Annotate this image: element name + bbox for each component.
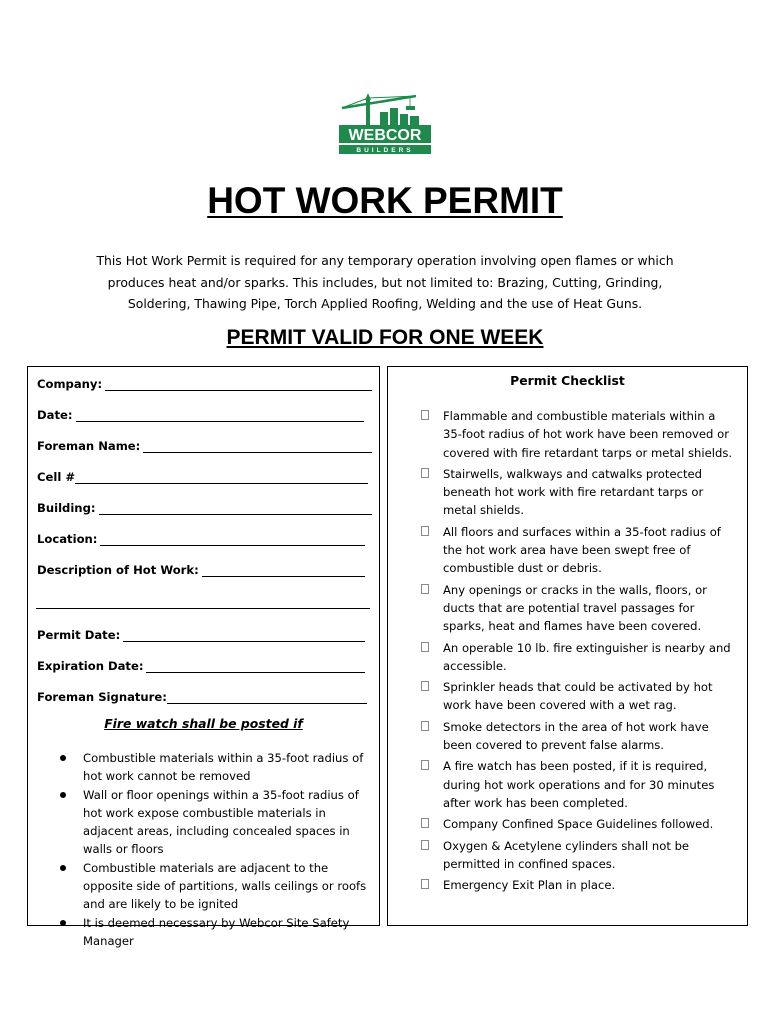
fire-watch-list	[28, 749, 379, 950]
list-item	[28, 786, 379, 859]
location-label: Location:	[37, 532, 98, 546]
intro-text: This Hot Work Permit is required for any temporary operation involving open flames or which produces heat and/or sparks. This includes, but not limited to: Brazing, Cutting, Grinding, Soldering, Thawing Pipe, Torch Applied Roofing, Welding and the use of Heat Guns.	[96, 253, 674, 311]
date-field[interactable]	[37, 404, 364, 422]
description-field[interactable]	[37, 559, 365, 577]
checkbox-icon[interactable]	[421, 721, 429, 731]
checklist-item-text: Company Confined Space Guidelines followed.	[443, 817, 714, 832]
bullet-icon	[60, 755, 66, 761]
list-item	[28, 914, 379, 951]
fire-watch-item: Combustible materials within a 35-foot radius of hot work cannot be removed	[83, 751, 364, 784]
foreman-signature-field[interactable]	[37, 686, 367, 704]
expiration-date-field[interactable]	[37, 655, 365, 673]
checklist-item	[388, 718, 747, 755]
checklist-item-text: Any openings or cracks in the walls, floors, or ducts that are potential travel passages for sparks, heat and flames have been covered.	[443, 582, 707, 634]
checklist-item-text: Smoke detectors in the area of hot work have been covered to prevent false alarms.	[443, 719, 709, 753]
permit-date-field[interactable]	[37, 624, 365, 642]
company-input-line[interactable]	[105, 379, 372, 391]
checklist-item	[388, 815, 747, 833]
expiration-date-label: Expiration Date:	[37, 659, 144, 673]
checklist-item-text: Emergency Exit Plan in place.	[443, 878, 616, 893]
permit-date-input-line[interactable]	[123, 630, 365, 642]
checklist-list	[388, 407, 747, 897]
checklist-item	[388, 876, 747, 894]
foreman-signature-input-line[interactable]	[167, 692, 367, 704]
logo-subtext: BUILDERS	[356, 147, 414, 154]
cell-input-line[interactable]	[75, 472, 368, 484]
expiration-date-input-line[interactable]	[146, 661, 365, 673]
bullet-icon	[60, 865, 66, 871]
foreman-name-label: Foreman Name:	[37, 439, 141, 453]
date-input-line[interactable]	[76, 410, 365, 422]
checkbox-icon[interactable]	[421, 584, 429, 594]
checkbox-icon[interactable]	[421, 818, 429, 828]
bullet-icon	[60, 920, 66, 926]
location-input-line[interactable]	[100, 534, 365, 546]
company-field[interactable]	[37, 373, 372, 391]
fire-watch-heading: Fire watch shall be posted if	[104, 716, 303, 731]
checklist-title: Permit Checklist	[510, 373, 625, 388]
checklist-item-text: Oxygen & Acetylene cylinders shall not be permitted in confined spaces.	[443, 838, 690, 871]
checklist-item-text: Stairwells, walkways and catwalks protected beneath hot work with fire retardant tarps or metal shields.	[443, 466, 704, 518]
checkbox-icon[interactable]	[421, 840, 429, 850]
checklist-item	[388, 407, 747, 462]
checkbox-icon[interactable]	[421, 642, 429, 652]
page-title: HOT WORK PERMIT	[207, 180, 563, 221]
cell-label: Cell #	[37, 470, 76, 484]
checklist-item-text: Flammable and combustible materials within a 35-foot radius of hot work have been removed or covered with fire retardant tarps or metal shields.	[443, 409, 733, 460]
cell-field[interactable]	[37, 466, 368, 484]
checklist-item	[388, 639, 747, 676]
checklist-item-text: An operable 10 lb. fire extinguisher is nearby and accessible.	[443, 640, 731, 673]
permit-details-box	[27, 366, 380, 948]
description-input-line[interactable]	[202, 565, 365, 577]
checklist-item-text: A fire watch has been posted, if it is required, during hot work operations and for 30 minutes after work has been completed.	[443, 759, 715, 810]
checklist-item	[388, 465, 747, 520]
checklist-item	[388, 837, 747, 874]
building-label: Building:	[37, 501, 96, 515]
permit-date-label: Permit Date:	[37, 628, 121, 642]
checkbox-icon[interactable]	[421, 468, 429, 478]
list-item	[28, 749, 379, 786]
checklist-item-text: All floors and surfaces within a 35-foot radius of the hot work area have been swept free of combustible dust or debris.	[443, 524, 721, 576]
checkbox-icon[interactable]	[421, 760, 429, 770]
checklist-item-text: Sprinkler heads that could be activated by hot work have been covered with a wet rag.	[443, 680, 713, 713]
fire-watch-item: Wall or floor openings within a 35-foot radius of hot work expose combustible materials in adjacent areas, including concealed spaces in walls or floors	[83, 787, 359, 857]
validity-heading: PERMIT VALID FOR ONE WEEK	[226, 326, 544, 349]
foreman-signature-label: Foreman Signature:	[37, 690, 167, 704]
description-label: Description of Hot Work:	[37, 563, 199, 577]
checkbox-icon[interactable]	[421, 526, 429, 536]
logo-text: WEBCOR	[348, 127, 422, 144]
webcor-builders-logo	[336, 90, 436, 160]
checkbox-icon[interactable]	[421, 410, 429, 420]
checkbox-icon[interactable]	[421, 879, 429, 889]
permit-checklist-box	[387, 366, 748, 926]
building-input-line[interactable]	[99, 503, 372, 515]
checklist-item	[388, 523, 747, 578]
description-continuation-line[interactable]	[36, 608, 370, 609]
fire-watch-item: Combustible materials are adjacent to the opposite side of partitions, walls ceilings or roofs and are likely to be ignited	[83, 860, 367, 912]
foreman-name-input-line[interactable]	[143, 441, 372, 453]
location-field[interactable]	[37, 528, 365, 546]
checklist-item	[388, 678, 747, 715]
date-label: Date:	[37, 408, 73, 422]
foreman-name-field[interactable]	[37, 435, 372, 453]
checklist-item	[388, 581, 747, 636]
fire-watch-item: It is deemed necessary by Webcor Site Safety Manager	[83, 915, 350, 948]
building-field[interactable]	[37, 497, 372, 515]
list-item	[28, 859, 379, 914]
checklist-item	[388, 757, 747, 812]
checkbox-icon[interactable]	[421, 681, 429, 691]
company-label: Company:	[37, 377, 103, 391]
bullet-icon	[60, 792, 66, 798]
